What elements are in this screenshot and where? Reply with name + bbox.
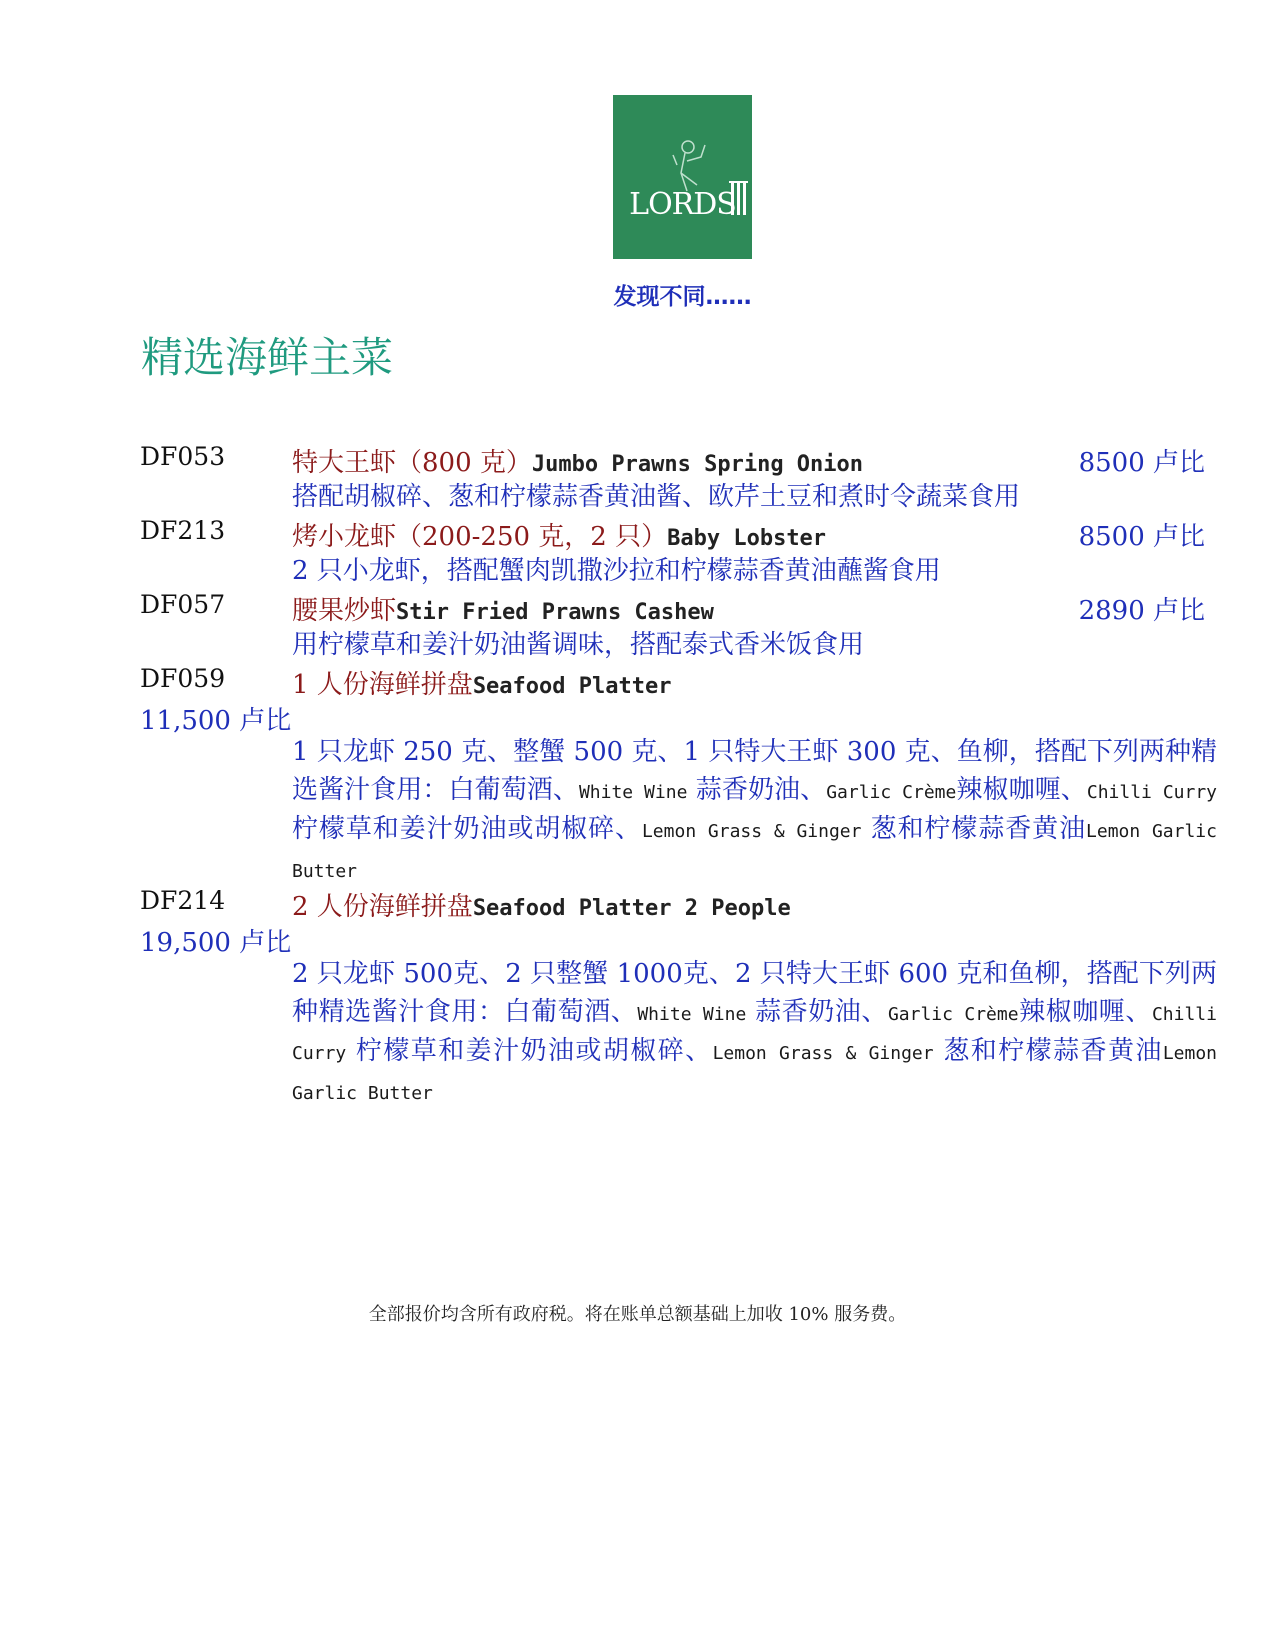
item-name-en: Stir Fried Prawns Cashew	[396, 600, 714, 625]
desc-text: 蒜香奶油、	[746, 996, 888, 1027]
page-title: 精选海鲜主菜	[141, 333, 394, 382]
item-name-zh: 特大王虾（800 克）	[292, 448, 532, 478]
item-name	[292, 886, 791, 923]
item-code: DF059	[140, 664, 226, 693]
desc-text: 2 只龙虾 500克、2 只整蟹 1000克、2 只特大王虾 600 克和鱼柳，搭配下列两种精选酱汁食用：白葡萄酒、	[292, 959, 1217, 1027]
item-name-zh: 1 人份海鲜拼盘	[292, 670, 473, 700]
item-description: 搭配胡椒碎、葱和柠檬蒜香黄油酱、欧芹土豆和煮时令蔬菜食用	[292, 482, 1021, 512]
item-name-zh: 烤小龙虾（200-250 克，2 只）	[292, 522, 668, 552]
desc-text: 柠檬草和姜汁奶油或胡椒碎、	[292, 814, 642, 844]
item-name	[292, 664, 672, 701]
desc-en: Lemon Garlic Butter	[292, 821, 1217, 882]
item-name-en: Baby Lobster	[667, 526, 827, 551]
menu-item	[0, 440, 1275, 476]
item-code: DF214	[140, 886, 226, 915]
item-description: 2 只小龙虾，搭配蟹肉凯撒沙拉和柠檬蒜香黄油蘸酱食用	[292, 556, 941, 586]
item-code: DF213	[140, 516, 226, 545]
item-price: 2890 卢比	[1078, 596, 1205, 626]
item-price: 11,500 卢比	[140, 706, 292, 736]
item-price: 8500 卢比	[1078, 522, 1205, 552]
item-name-en: Seafood Platter 2 People	[472, 896, 791, 921]
desc-text: 1 只龙虾 250 克、整蟹 500 克、1 只特大王虾 300 克、鱼柳，搭配下列两种精选酱汁食用：白葡萄酒、	[292, 737, 1217, 805]
cricketer-icon	[613, 95, 752, 259]
desc-en: Garlic Crème	[826, 781, 957, 803]
restaurant-logo	[613, 95, 752, 259]
item-name	[292, 442, 863, 479]
menu-item	[0, 884, 1275, 920]
desc-en: Lemon Garlic Butter	[292, 1043, 1218, 1104]
item-name	[292, 516, 826, 553]
desc-en: White Wine	[637, 1003, 747, 1025]
menu-item	[0, 514, 1275, 550]
item-price: 8500 卢比	[1078, 448, 1205, 478]
tagline: 发现不同……	[613, 284, 752, 310]
desc-en: Lemon Grass & Ginger	[641, 821, 862, 842]
footer-note: 全部报价均含所有政府税。将在账单总额基础上加收 10% 服务费。	[368, 1304, 907, 1325]
desc-text: 辣椒咖喱、	[1018, 996, 1152, 1027]
desc-en: Garlic Crème	[887, 1003, 1019, 1025]
desc-text: 柠檬草和姜汁奶油或胡椒碎、	[346, 1036, 713, 1066]
item-price: 19,500 卢比	[140, 928, 292, 958]
item-description: 用柠檬草和姜汁奶油酱调味，搭配泰式香米饭食用	[292, 630, 865, 660]
item-name-zh: 2 人份海鲜拼盘	[292, 892, 473, 922]
desc-text: 辣椒咖喱、	[956, 774, 1087, 805]
item-description	[292, 734, 1217, 890]
desc-en: Lemon Grass & Ginger	[712, 1043, 934, 1064]
menu-item	[0, 662, 1275, 698]
item-code: DF057	[140, 590, 226, 619]
item-name-en: Seafood Platter	[472, 674, 672, 699]
desc-en: Chilli Curry	[1086, 781, 1218, 803]
logo-wordmark: LORDS	[629, 187, 736, 222]
item-code: DF053	[140, 442, 226, 471]
desc-text: 葱和柠檬蒜香黄油	[933, 1036, 1163, 1066]
item-description	[292, 956, 1217, 1112]
desc-text: 葱和柠檬蒜香黄油	[861, 814, 1087, 844]
item-name	[292, 590, 714, 627]
desc-en: White Wine	[578, 781, 688, 803]
desc-text: 蒜香奶油、	[687, 774, 827, 805]
item-name-en: Jumbo Prawns Spring Onion	[531, 452, 864, 477]
desc-en: Chilli Curry	[292, 1003, 1217, 1064]
menu-item	[0, 588, 1275, 624]
item-name-zh: 腰果炒虾	[292, 596, 397, 626]
